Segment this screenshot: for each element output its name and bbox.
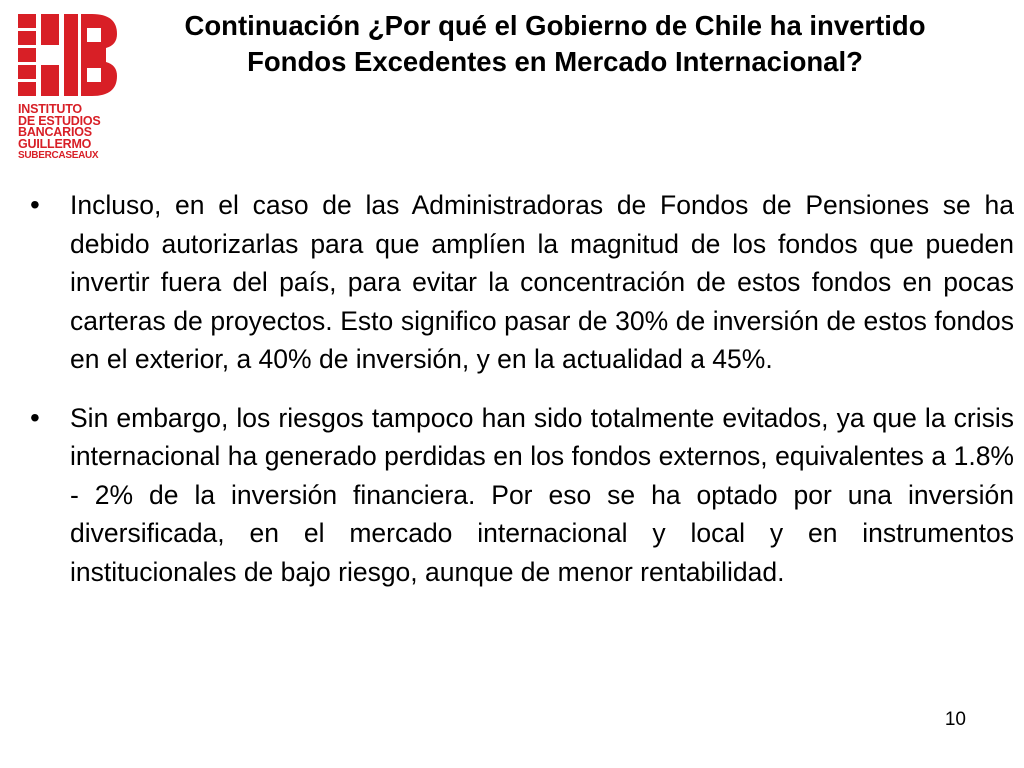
logo-line: BANCARIOS xyxy=(18,125,92,139)
institute-logo xyxy=(18,14,118,166)
bullet-text: Sin embargo, los riesgos tampoco han sido totalmente evitados, ya que la crisis internacional ha generado perdidas en los fondos externos, equivalentes a 1.8% - 2% de la inversión financiera. Por eso se ha optado por una inversión diversificada, en el mercado internacional y local y en instrumentos institucionales de bajo riesgo, aunque de menor rentabilidad. xyxy=(70,402,1014,587)
bullet-item xyxy=(30,399,1014,592)
logo-mark-icon xyxy=(18,14,118,98)
logo-line: INSTITUTO xyxy=(18,102,82,116)
logo-line: GUILLERMO xyxy=(18,136,92,151)
page-number: 10 xyxy=(944,709,966,730)
bullet-item xyxy=(30,186,1014,379)
bullet-list xyxy=(30,186,1014,611)
bullet-marker: • xyxy=(30,401,40,433)
slide-title: Continuación ¿Por qué el Gobierno de Chile ha invertido Fondos Excedentes en Mercado Internacional? xyxy=(184,10,926,77)
bullet-text: Incluso, en el caso de las Administradoras de Fondos de Pensiones se ha debido autorizarlas para que amplíen la magnitud de los fondos que pueden invertir fuera del país, para evitar la concentración de estos fondos en pocas carteras de proyectos. Esto significo pasar de 30% de inversión de estos fondos en el exterior, a 40% de inversión, y en la actualidad a 45%. xyxy=(70,190,1014,374)
logo-line: DE ESTUDIOS xyxy=(18,113,101,128)
logo-wordmark xyxy=(18,104,118,162)
bullet-marker: • xyxy=(30,189,40,220)
logo-line: SUBERCASEAUX xyxy=(18,150,99,161)
